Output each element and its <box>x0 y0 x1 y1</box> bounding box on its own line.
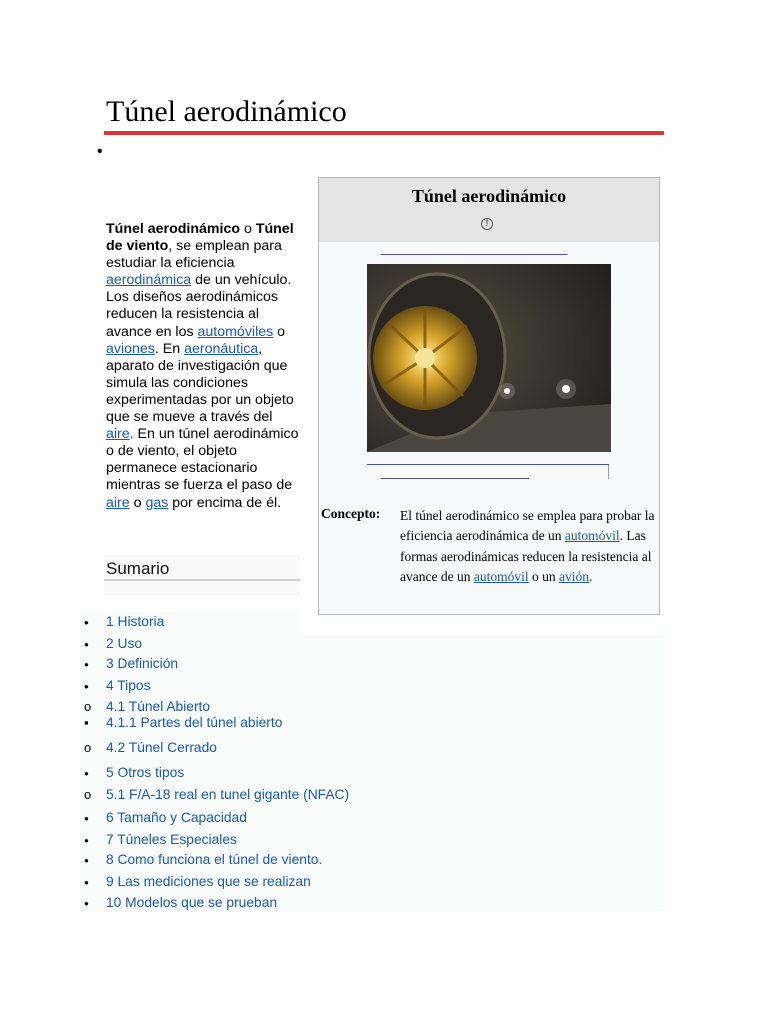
info-circle-icon[interactable]: ! <box>481 218 493 230</box>
intro-term-2: Túnel de viento <box>106 221 294 255</box>
toc-link[interactable]: 6 Tamaño y Capacidad <box>106 810 247 825</box>
link-gas[interactable]: gas <box>145 494 169 511</box>
toc-link[interactable]: 3 Definición <box>106 656 179 671</box>
toc-bullet: ● <box>84 660 89 669</box>
intro-text: de un vehículo. Los diseños aerodinámicos reducen la resistencia al avance en los <box>106 272 292 340</box>
wind-tunnel-photo[interactable] <box>367 264 611 452</box>
page-title: Túnel aerodinámico <box>106 95 347 128</box>
toc-link[interactable]: 2 Uso <box>106 636 143 651</box>
toc-link[interactable]: 4 Tipos <box>106 678 151 693</box>
toc-link[interactable]: 7 Túneles Especiales <box>106 832 237 847</box>
toc-bullet: o <box>84 699 92 714</box>
intro-text: o <box>240 221 256 237</box>
link-aire[interactable]: aire <box>106 494 130 511</box>
toc-bullet: ● <box>84 682 89 691</box>
toc-link[interactable]: 5.1 F/A-18 real en tunel gigante (NFAC) <box>106 787 350 802</box>
toc-link[interactable]: 5 Otros tipos <box>106 765 185 780</box>
infobox <box>318 177 660 615</box>
infobox-label-concepto: Concepto: <box>321 506 381 521</box>
toc-list-bg <box>300 635 664 911</box>
toc-bullet: ● <box>84 878 89 887</box>
link-aviones[interactable]: aviones <box>106 340 155 357</box>
infobox-text: . Las formas aerodinámicas reducen la resistencia al avance de un <box>400 528 652 584</box>
intro-text: o <box>129 494 146 511</box>
toc-bullet: ● <box>84 836 89 845</box>
intro-text: . En un túnel aerodinámico o de viento, el objeto permanece estacionario mientras se fuerza el paso de <box>106 426 299 494</box>
intro-text: , se emplean para estudiar la eficiencia <box>106 238 282 272</box>
toc-bullet: ● <box>84 814 89 823</box>
infobox-divider <box>367 464 609 465</box>
infobox-text: o un <box>528 568 559 584</box>
infobox-concepto-text <box>400 506 656 587</box>
intro-term-1: Túnel aerodinámico <box>106 221 241 237</box>
toc-bullet: ● <box>84 640 89 649</box>
link-avion[interactable]: avión <box>558 568 589 584</box>
intro-text: o <box>273 323 286 340</box>
empty-bullet: • <box>97 143 103 160</box>
toc-link[interactable]: 1 Historia <box>106 614 165 629</box>
toc-link[interactable]: 4.1 Túnel Abierto <box>106 699 211 714</box>
link-aire[interactable]: aire <box>106 426 130 443</box>
toc-bullet: ● <box>84 899 89 908</box>
toc-bullet: o <box>84 787 92 802</box>
infobox-divider <box>608 465 609 479</box>
infobox-text: . <box>588 568 593 584</box>
intro-text: por encima de él. <box>168 494 282 511</box>
link-aeronautica[interactable]: aeronáutica <box>184 340 259 357</box>
toc-bullet: ● <box>84 618 89 627</box>
toc-bullet: ● <box>84 856 89 865</box>
toc-bullet: ▪ <box>84 715 89 730</box>
link-automovil[interactable]: automóvil <box>564 528 620 544</box>
infobox-text: El túnel aerodinámico se emplea para probar la eficiencia aerodinámica de un <box>400 508 655 544</box>
toc-title: Sumario <box>106 559 170 578</box>
intro-text: . En <box>154 340 185 357</box>
toc-divider <box>104 579 300 581</box>
toc-bullet: o <box>84 740 92 755</box>
toc-link[interactable]: 4.2 Túnel Cerrado <box>106 740 217 755</box>
toc-link[interactable]: 9 Las mediciones que se realizan <box>106 874 311 889</box>
infobox-divider <box>381 254 567 255</box>
toc-bullet: ● <box>84 769 89 778</box>
infobox-header <box>319 178 659 242</box>
link-automovil[interactable]: automóvil <box>473 568 529 584</box>
link-automoviles[interactable]: automóviles <box>197 323 274 340</box>
toc-link[interactable]: 10 Modelos que se prueban <box>106 895 278 910</box>
infobox-divider <box>381 478 529 479</box>
intro-paragraph <box>106 221 302 512</box>
toc-link[interactable]: 8 Como funciona el túnel de viento. <box>106 852 323 867</box>
intro-text: , aparato de investigación que simula las condiciones experimentadas por un objeto que se mueve a través del <box>106 340 294 426</box>
toc-link[interactable]: 4.1.1 Partes del túnel abierto <box>106 715 283 730</box>
title-underline <box>104 131 664 135</box>
infobox-title: Túnel aerodinámico <box>411 186 567 206</box>
link-aerodinamica[interactable]: aerodinámica <box>106 272 192 289</box>
